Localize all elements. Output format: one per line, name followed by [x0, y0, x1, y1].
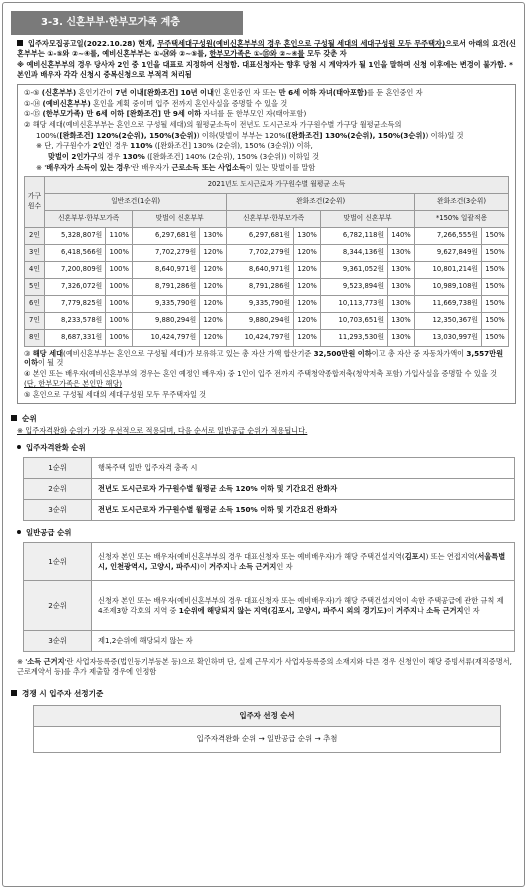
income-percent-cell: 120% — [200, 329, 227, 346]
income-amount-cell: 10,424,797원 — [227, 329, 294, 346]
income-amount-cell: 11,669,738원 — [415, 295, 482, 312]
income-percent-cell: 130% — [388, 312, 415, 329]
col-g2-dual: 맞벌이 신혼부부 — [321, 210, 415, 227]
income-amount-cell: 12,350,367원 — [415, 312, 482, 329]
table-row — [25, 295, 509, 312]
income-amount-cell: 8,233,578원 — [45, 312, 106, 329]
income-percent-cell: 150% — [482, 295, 509, 312]
income-percent-cell: 150% — [482, 261, 509, 278]
square-bullet-icon — [11, 415, 17, 421]
req-income-1: ② 해당 세대(예비신혼부부는 혼인으로 구성될 세대)의 월평균소득이 전년도 도시근로자 가구원수별 가구당 월평균소득의 — [24, 120, 402, 130]
income-percent-cell: 150% — [482, 329, 509, 346]
household-size-cell: 3인 — [25, 244, 45, 261]
bullet-dot-icon — [17, 530, 21, 534]
income-amount-cell: 9,335,790원 — [133, 295, 200, 312]
income-percent-cell: 130% — [294, 227, 321, 244]
col-group3: 완화조건(3순위) — [415, 193, 509, 210]
income-percent-cell: 100% — [106, 244, 133, 261]
req-single-parent: ①-⑮ (한부모가족) 만 6세 이하 [완화조건] 만 9세 이하 자녀를 둔 한부모인 자(태아포함) — [24, 109, 307, 119]
income-amount-cell: 6,297,681원 — [133, 227, 200, 244]
income-amount-cell: 6,782,118원 — [321, 227, 388, 244]
income-percent-cell: 100% — [106, 278, 133, 295]
req-savings: ④ 본인 또는 배우자(예비신혼부부의 경우는 혼인 예정인 배우자) 중 1인이 입주 전까지 주택청약종합저축(청약저축 포함) 가입사실을 증명할 수 있을 것 (단, 한부모가족은 본인만 해당) — [24, 369, 498, 388]
income-table — [24, 176, 509, 347]
income-percent-cell: 120% — [294, 244, 321, 261]
income-percent-cell: 130% — [388, 295, 415, 312]
income-percent-cell: 150% — [482, 312, 509, 329]
income-percent-cell: 100% — [106, 295, 133, 312]
income-amount-cell: 9,880,294원 — [227, 312, 294, 329]
income-percent-cell: 150% — [482, 278, 509, 295]
income-percent-cell: 130% — [388, 278, 415, 295]
general-priority-table — [23, 542, 515, 652]
income-amount-cell: 8,344,136원 — [321, 244, 388, 261]
income-amount-cell: 10,424,797원 — [133, 329, 200, 346]
col-group2: 완화조건(2순위) — [227, 193, 415, 210]
income-amount-cell: 7,702,279원 — [133, 244, 200, 261]
income-percent-cell: 120% — [294, 261, 321, 278]
income-percent-cell: 120% — [200, 244, 227, 261]
table-row: 2순위 신청자 본인 또는 배우자(예비신혼부부의 경우 대표신청자 또는 예비배우자)가 해당 주택건설지역이 속한 주택공급에 관한 규칙 제4조제3항 각호의 지역 중 1순위에 해당되지 않는 지역(김포시, 고양시, 파주시 외의 경기도)이 거주지나 소득 근거지인 자 — [24, 581, 515, 631]
table-row — [25, 329, 509, 346]
income-percent-cell: 150% — [482, 227, 509, 244]
general-priority-title: 일반공급 순위 — [17, 528, 516, 538]
relax-priority-table — [23, 457, 515, 521]
selection-order: 입주자격완화 순위 → 일반공급 순위 → 추첨 — [34, 726, 501, 752]
req-assets: ③ 해당 세대(예비신혼부부는 혼인으로 구성될 세대)가 보유하고 있는 총 자산 가액 합산기준 32,500만원 이하이고 총 자산 중 자동차가액이 3,557만원 이하이 될 것 — [24, 348, 504, 368]
income-amount-cell: 13,030,997원 — [415, 329, 482, 346]
income-amount-cell: 7,200,809원 — [45, 261, 106, 278]
income-amount-cell: 7,779,825원 — [45, 295, 106, 312]
col-group1: 일반조건(1순위) — [45, 193, 227, 210]
income-amount-cell: 9,880,294원 — [133, 312, 200, 329]
income-percent-cell: 120% — [200, 295, 227, 312]
table-row — [25, 261, 509, 278]
income-amount-cell: 8,640,971원 — [227, 261, 294, 278]
income-percent-cell: 100% — [106, 312, 133, 329]
income-percent-cell: 150% — [482, 244, 509, 261]
col-g1-newlywed: 신혼부부·한부모가족 — [45, 210, 133, 227]
income-amount-cell: 7,266,555원 — [415, 227, 482, 244]
income-amount-cell: 10,113,773원 — [321, 295, 388, 312]
income-amount-cell: 10,703,651원 — [321, 312, 388, 329]
income-amount-cell: 9,335,790원 — [227, 295, 294, 312]
req-income-star2: 맞벌이 2인가구의 경우 130% ([완화조건] 140% (2순위), 150% (3순위)) 이하일 것 — [48, 152, 320, 162]
selection-table-header: 입주자 선정 순서 — [34, 705, 501, 726]
selection-table — [33, 705, 501, 753]
table-row: 3순위 전년도 도시근로자 가구원수별 월평균 소득 150% 이하 및 기간요건 완화자 — [24, 500, 515, 521]
table-row: 1순위 신청자 본인 또는 배우자(예비신혼부부의 경우 대표신청자 또는 예비배우자)가 해당 주택건설지역(김포시) 또는 연접지역(서울특별시, 인천광역시, 고양시, 파주시)이 거주지나 소득 근거지인 자 — [24, 543, 515, 581]
square-bullet-icon — [17, 40, 23, 46]
income-amount-cell: 9,627,849원 — [415, 244, 482, 261]
household-size-cell: 4인 — [25, 261, 45, 278]
document-page — [2, 2, 525, 887]
col-household: 가구원수 — [25, 176, 45, 227]
income-percent-cell: 130% — [200, 227, 227, 244]
table-row — [25, 244, 509, 261]
req-income-star1: ※ 단, 가구원수가 2인인 경우 110% ([완화조건] 130% (2순위), 150% (3순위)) 이하, — [36, 141, 313, 151]
priority-note: ※ 입주자격완화 순위가 가장 우선적으로 적용되며, 다음 순서로 일반공급 순위가 적용됩니다. — [17, 426, 308, 436]
col-g1-dual: 맞벌이 신혼부부 — [133, 210, 227, 227]
income-percent-cell: 140% — [388, 227, 415, 244]
income-percent-cell: 120% — [294, 329, 321, 346]
income-percent-cell: 120% — [294, 295, 321, 312]
income-amount-cell: 6,297,681원 — [227, 227, 294, 244]
income-percent-cell: 120% — [200, 278, 227, 295]
household-size-cell: 8인 — [25, 329, 45, 346]
income-percent-cell: 120% — [200, 312, 227, 329]
income-amount-cell: 7,702,279원 — [227, 244, 294, 261]
household-size-cell: 6인 — [25, 295, 45, 312]
income-percent-cell: 120% — [294, 312, 321, 329]
income-amount-cell: 10,801,214원 — [415, 261, 482, 278]
income-percent-cell: 120% — [200, 261, 227, 278]
square-bullet-icon — [11, 690, 17, 696]
table-row — [25, 312, 509, 329]
income-percent-cell: 100% — [106, 329, 133, 346]
income-amount-cell: 8,687,331원 — [45, 329, 106, 346]
income-amount-cell: 10,989,108원 — [415, 278, 482, 295]
income-percent-cell: 130% — [388, 329, 415, 346]
income-base-note: ※ '소득 근거지'란 사업자등록증(법인등기부등본 등)으로 확인하며 단, 실제 근무지가 사업자등록증의 소재지와 다른 경우 신청인이 해당 증빙서류(재직증명서, 근로계약서 등)를 추가 제출할 경우에 인정함 — [17, 657, 512, 676]
income-amount-cell: 11,293,530원 — [321, 329, 388, 346]
household-size-cell: 5인 — [25, 278, 45, 295]
income-amount-cell: 7,326,072원 — [45, 278, 106, 295]
req-income-2: 100%([완화조건] 120%(2순위), 150%(3순위)) 이하(맞벌이 부부는 120%([완화조건] 130%(2순위), 150%(3순위)) 이하)일 것 — [36, 130, 464, 140]
household-size-cell: 7인 — [25, 312, 45, 329]
income-amount-cell: 9,523,894원 — [321, 278, 388, 295]
income-amount-cell: 9,361,052원 — [321, 261, 388, 278]
income-amount-cell: 8,791,286원 — [133, 278, 200, 295]
section-title: 3-3. 신혼부부·한부모가족 계층 — [11, 11, 243, 35]
income-percent-cell: 110% — [106, 227, 133, 244]
household-size-cell: 2인 — [25, 227, 45, 244]
eligibility-criteria: 입주자모집공고일(2022.10.28) 현재, 무주택세대구성원(예비신혼부부의 경우 혼인으로 구성될 세대의 세대구성원 모두 무주택자)으로서 아래의 요건(신혼부부는 ①-⑤와 ②~④를, 예비신혼부부는 ①-⑭와 ②~⑤를, 한부모가족은 ①-⑮와 ②~④를 모두 갖춘 자 — [17, 39, 516, 58]
col-g2-newlywed: 신혼부부·한부모가족 — [227, 210, 321, 227]
col-g3-note: *150% 일괄적용 — [415, 210, 509, 227]
table-row — [25, 278, 509, 295]
req-no-house: ⑤ 혼인으로 구성될 세대의 세대구성원 모두 무주택자일 것 — [24, 389, 207, 399]
income-percent-cell: 120% — [294, 278, 321, 295]
req-newlywed: ①-⑤ (신혼부부) 혼인기간이 7년 이내[완화조건] 10년 이내인 혼인중인 자 또는 만 6세 이하 자녀(태아포함)를 둔 혼인중인 자 — [24, 87, 423, 97]
bullet-dot-icon — [17, 445, 21, 449]
relax-priority-title: 입주자격완화 순위 — [17, 443, 516, 453]
table-row — [25, 227, 509, 244]
income-percent-cell: 130% — [388, 244, 415, 261]
req-income-star3: ※ '배우자가 소득이 있는 경우'란 배우자가 근로소득 또는 사업소득이 있는 맞벌이를 말함 — [36, 162, 316, 172]
table-row: 3순위 제1,2순위에 해당되지 않는 자 — [24, 631, 515, 652]
table-row: 1순위 행복주택 일반 입주자격 충족 시 — [24, 458, 515, 479]
selection-heading: 경쟁 시 입주자 선정기준 — [11, 689, 516, 699]
income-amount-cell: 8,791,286원 — [227, 278, 294, 295]
income-amount-cell: 8,640,971원 — [133, 261, 200, 278]
income-amount-cell: 5,328,807원 — [45, 227, 106, 244]
priority-heading: 순위 — [11, 414, 516, 424]
requirements-box — [17, 84, 516, 404]
table-row: 2순위 전년도 도시근로자 가구원수별 월평균 소득 120% 이하 및 기간요건 완화자 — [24, 479, 515, 500]
prospective-couple-note: ※ 예비신혼부부의 경우 당사자 2인 중 1인을 대표로 지정하여 신청함. 대표신청자는 향후 당첨 시 계약자가 될 1인을 말하며 신청 이후에는 변경이 불가함. *본인과 배우자 각각 신청시 중복신청으로 부적격 처리됨 — [17, 60, 513, 80]
income-table-caption: 2021년도 도시근로자 가구원수별 월평균 소득 — [45, 176, 509, 193]
req-prospective: ①-⑭ (예비신혼부부) 혼인을 계획 중이며 입주 전까지 혼인사실을 증명할 수 있을 것 — [24, 98, 288, 108]
income-percent-cell: 130% — [388, 261, 415, 278]
income-percent-cell: 100% — [106, 261, 133, 278]
income-amount-cell: 6,418,566원 — [45, 244, 106, 261]
